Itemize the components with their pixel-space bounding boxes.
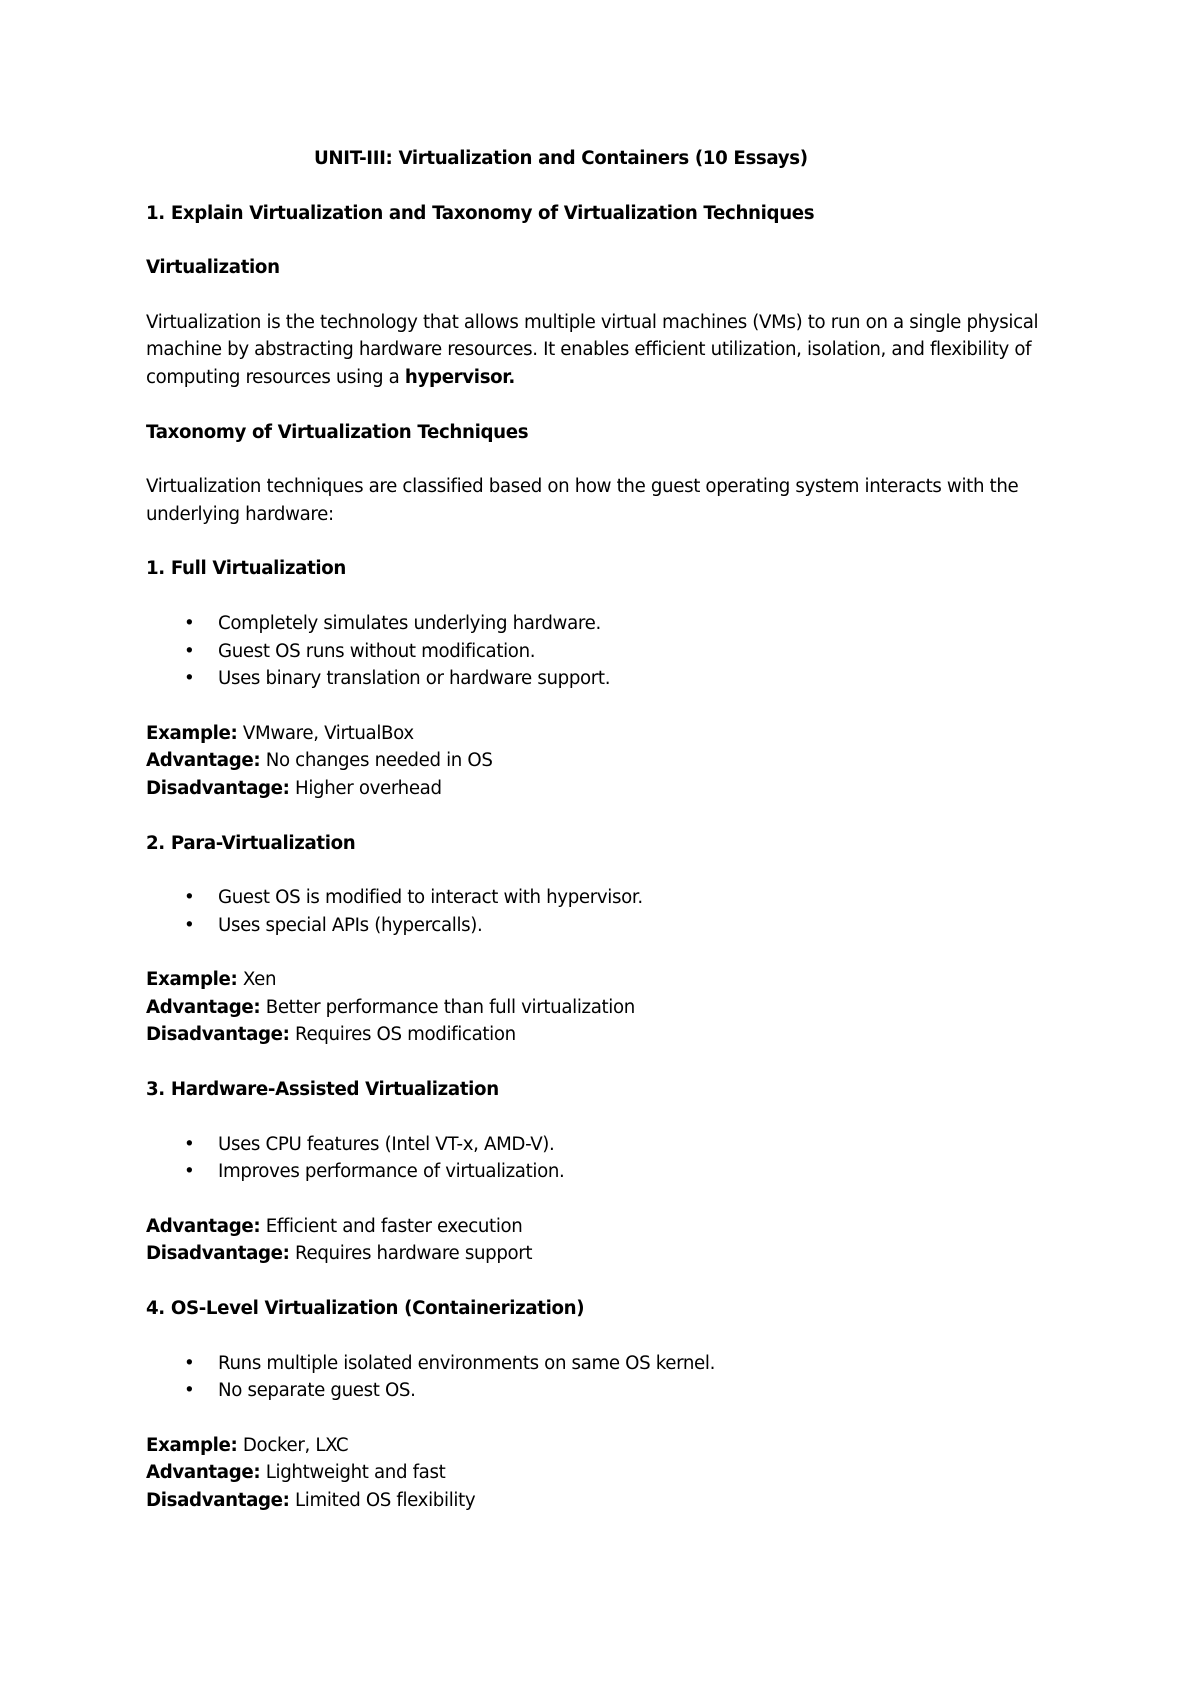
bullet-icon: • xyxy=(184,612,195,634)
disadvantage-line xyxy=(146,775,1076,803)
bullet-text: Guest OS runs without modification. xyxy=(218,640,536,662)
disadvantage-label: Disadvantage: xyxy=(146,1243,290,1265)
section-summary xyxy=(146,1432,1076,1515)
bullet-item xyxy=(146,1158,1076,1186)
bullet-icon: • xyxy=(184,1133,195,1155)
example-label: Example: xyxy=(146,1434,238,1456)
example-line xyxy=(146,966,1076,994)
bullet-item xyxy=(146,610,1076,638)
bullet-icon: • xyxy=(184,640,195,662)
disadvantage-line xyxy=(146,1240,1076,1268)
section-summary xyxy=(146,1213,1076,1268)
advantage-line xyxy=(146,1459,1076,1487)
bullet-icon: • xyxy=(184,1161,195,1183)
advantage-line xyxy=(146,1213,1076,1241)
bullet-icon: • xyxy=(184,1352,195,1374)
document-page xyxy=(146,145,1076,1542)
bullet-item xyxy=(146,665,1076,693)
disadvantage-label: Disadvantage: xyxy=(146,777,290,799)
example-value: Xen xyxy=(242,969,277,991)
disadvantage-value: Requires hardware support xyxy=(295,1243,533,1265)
bullet-item xyxy=(146,1350,1076,1378)
disadvantage-line xyxy=(146,1487,1076,1515)
section-heading: 2. Para-Virtualization xyxy=(146,832,356,854)
bullet-text: Improves performance of virtualization. xyxy=(218,1161,565,1183)
bullet-text: Completely simulates underlying hardware. xyxy=(218,612,601,634)
bullet-text: Uses CPU features (Intel VT-x, AMD-V). xyxy=(218,1133,555,1155)
advantage-label: Advantage: xyxy=(146,750,261,772)
advantage-label: Advantage: xyxy=(146,1462,261,1484)
section-heading: 3. Hardware-Assisted Virtualization xyxy=(146,1079,499,1101)
bullet-item xyxy=(146,912,1076,940)
virtualization-heading: Virtualization xyxy=(146,257,280,279)
bullet-text: No separate guest OS. xyxy=(218,1380,416,1402)
advantage-line xyxy=(146,747,1076,775)
virtualization-paragraph-text: Virtualization is the technology that allows multiple virtual machines (VMs) to run on a single physical machine by abstracting hardware resources. It enables efficient utilization, isolation, and flexibility of computing resources using a xyxy=(146,311,1039,388)
hypervisor-bold-term: hypervisor. xyxy=(404,366,515,388)
section-summary xyxy=(146,966,1076,1049)
bullet-list xyxy=(146,610,1076,693)
bullet-item xyxy=(146,1377,1076,1405)
advantage-value: Efficient and faster execution xyxy=(265,1215,523,1237)
disadvantage-value: Requires OS modification xyxy=(295,1024,516,1046)
section-heading: 4. OS-Level Virtualization (Containerization) xyxy=(146,1298,585,1320)
bullet-text: Uses special APIs (hypercalls). xyxy=(218,914,483,936)
disadvantage-label: Disadvantage: xyxy=(146,1490,290,1511)
disadvantage-value: Higher overhead xyxy=(295,777,442,799)
bullet-list xyxy=(146,1350,1076,1405)
bullet-item xyxy=(146,884,1076,912)
advantage-value: No changes needed in OS xyxy=(265,750,493,772)
bullet-icon: • xyxy=(184,914,195,936)
example-line xyxy=(146,720,1076,748)
section-heading: 1. Full Virtualization xyxy=(146,558,347,580)
example-label: Example: xyxy=(146,969,238,991)
disadvantage-line xyxy=(146,1021,1076,1049)
example-value: Docker, LXC xyxy=(242,1434,349,1456)
bullet-icon: • xyxy=(184,668,195,690)
bullet-text: Guest OS is modified to interact with hypervisor. xyxy=(218,887,643,909)
advantage-label: Advantage: xyxy=(146,1215,261,1237)
bullet-icon: • xyxy=(184,1380,195,1402)
advantage-label: Advantage: xyxy=(146,996,261,1018)
bullet-text: Runs multiple isolated environments on same OS kernel. xyxy=(218,1352,716,1374)
bullet-item xyxy=(146,638,1076,666)
question-heading: 1. Explain Virtualization and Taxonomy of Virtualization Techniques xyxy=(146,202,815,224)
advantage-line xyxy=(146,994,1076,1022)
advantage-value: Better performance than full virtualization xyxy=(265,996,635,1018)
virtualization-paragraph xyxy=(146,309,1076,392)
bullet-list xyxy=(146,884,1076,939)
document-title: UNIT-III: Virtualization and Containers (10 Essays) xyxy=(314,148,808,169)
bullet-text: Uses binary translation or hardware support. xyxy=(218,668,611,690)
advantage-value: Lightweight and fast xyxy=(265,1462,446,1484)
bullet-list xyxy=(146,1131,1076,1186)
section-summary xyxy=(146,720,1076,803)
bullet-icon: • xyxy=(184,887,195,909)
disadvantage-value: Limited OS flexibility xyxy=(295,1490,476,1511)
disadvantage-label: Disadvantage: xyxy=(146,1024,290,1046)
taxonomy-intro-paragraph: Virtualization techniques are classified based on how the guest operating system interacts with the underlying hardware: xyxy=(146,476,1019,525)
example-value: VMware, VirtualBox xyxy=(242,722,414,744)
example-line xyxy=(146,1432,1076,1460)
bullet-item xyxy=(146,1131,1076,1159)
taxonomy-heading: Taxonomy of Virtualization Techniques xyxy=(146,421,529,443)
example-label: Example: xyxy=(146,722,238,744)
